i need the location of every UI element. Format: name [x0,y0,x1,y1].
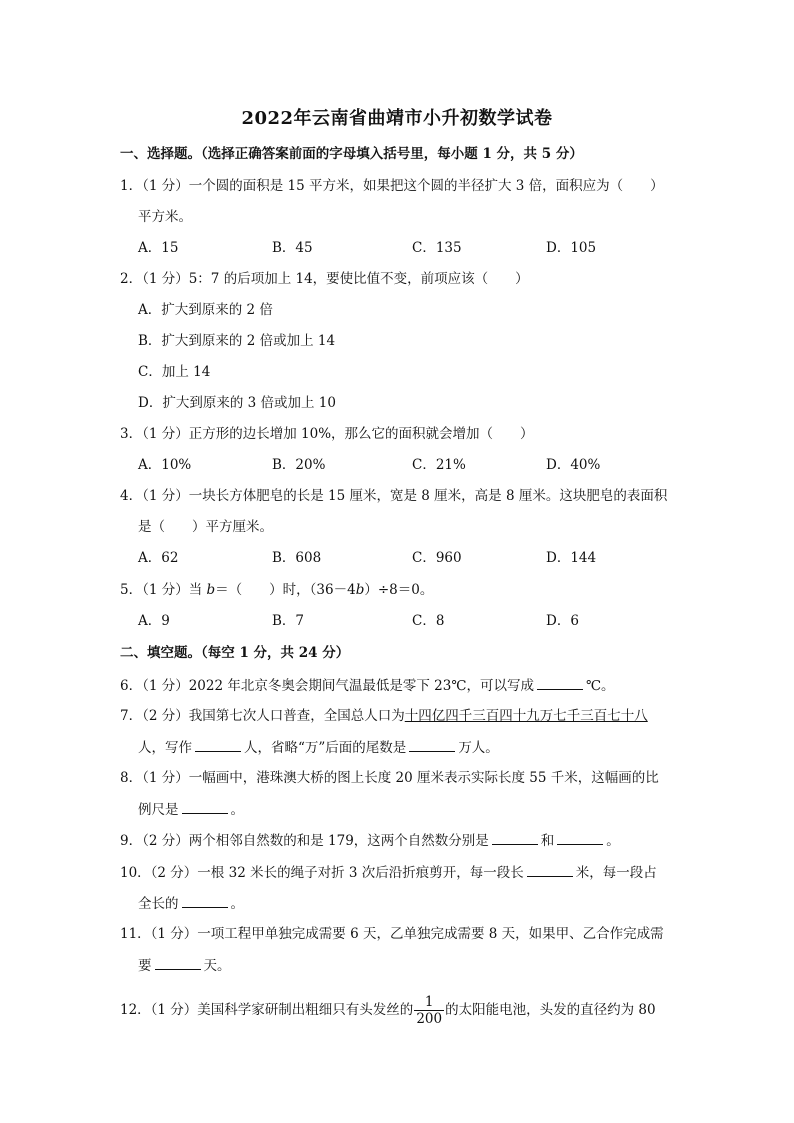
fraction-numerator: 1 [414,994,444,1011]
answer-blank[interactable] [527,862,573,877]
q12-text: 12．（1 分）美国科学家研制出粗细只有头发丝的 [120,1002,414,1018]
q4-option-b: B．608 [272,550,322,566]
question-5 [120,580,433,600]
question-1: 1．（1 分）一个圆的面积是 15 平方米，如果把这个圆的半径扩大 3 倍，面积应为（ ） [120,178,664,194]
q5-option-b: B．7 [272,613,305,629]
page-title: 2022年云南省曲靖市小升初数学试卷 [241,108,553,129]
question-7-cont [138,737,499,758]
q1-option-a: A．15 [138,240,179,256]
answer-blank[interactable] [182,893,228,908]
q9-text: 9．（2 分）两个相邻自然数的和是 179，这两个自然数分别是 [120,833,489,849]
answer-blank[interactable] [537,675,583,690]
question-11-cont [138,955,231,976]
answer-blank[interactable] [155,955,201,970]
q5-text-post: ）÷8＝0。 [364,582,434,598]
question-4-cont: 是（ ）平方厘米。 [138,519,273,535]
q5-option-a: A．9 [138,613,170,629]
q2-option-d: D．扩大到原来的 3 倍或加上 10 [138,395,336,411]
q11-text-a: 要 [138,958,152,974]
q1-option-c: C．135 [412,240,462,256]
q1-option-d: D．105 [546,240,597,256]
q7-text-b: 人，省略“万”后面的尾数是 [244,740,407,756]
q6-text: 6．（1 分）2022 年北京冬奥会期间气温最低是零下 23℃，可以写成 [120,678,534,694]
question-9 [120,830,620,851]
q1-option-b: B．45 [272,240,313,256]
q8-text-a: 例尺是 [138,802,179,818]
answer-blank[interactable] [492,830,538,845]
question-11: 11．（1 分）一项工程甲单独完成需要 6 天，乙单独完成需要 8 天，如果甲、乙合作完成需 [120,926,664,942]
q5-text-mid: ＝（ ）时，（36－4 [215,582,356,598]
question-4: 4．（1 分）一块长方体肥皂的长是 15 厘米，宽是 8 厘米，高是 8 厘米。这块肥皂的表面积 [120,488,668,504]
q7-text-a: 人，写作 [138,740,192,756]
question-10-cont [138,893,244,914]
q11-text-b: 天。 [203,958,231,974]
answer-blank[interactable] [195,737,241,752]
q3-option-b: B．20% [272,457,326,473]
question-2: 2．（1 分）5：7 的后项加上 14，要使比值不变，前项应该（ ） [120,271,529,287]
question-7 [120,706,648,726]
question-12 [120,992,656,1028]
answer-blank[interactable] [557,830,603,845]
q10-text-mid: 米，每一段占 [575,865,657,881]
q2-option-c: C．加上 14 [138,364,211,380]
q5-option-c: C．8 [412,613,445,629]
q2-option-b: B．扩大到原来的 2 倍或加上 14 [138,333,336,349]
q5-variable: b [206,582,216,598]
q7-underlined-number: 十四亿四千三百四十九万七千三百七十八 [404,708,648,724]
q9-text-post: 。 [606,833,620,849]
q12-text-post: 的太阳能电池，头发的直径约为 80 [445,1002,656,1018]
q7-text-c: 万人。 [458,740,499,756]
q3-option-a: A．10% [138,457,192,473]
answer-blank[interactable] [182,799,228,814]
q10-text-b: 。 [230,896,244,912]
q10-text: 10．（2 分）一根 32 米长的绳子对折 3 次后沿折痕剪开，每一段长 [120,865,524,881]
question-8-cont [138,799,244,820]
q6-text-post: ℃。 [585,678,615,694]
q5-text-pre: 5．（1 分）当 [120,582,207,598]
q8-text-b: 。 [230,802,244,818]
section-1-heading: 一、选择题。（选择正确答案前面的字母填入括号里，每小题 1 分，共 5 分） [120,146,583,162]
q10-text-a: 全长的 [138,896,179,912]
q5-option-d: D．6 [546,613,579,629]
q5-variable-2: b [355,582,365,598]
q4-option-d: D．144 [546,550,597,566]
q4-option-c: C．960 [412,550,462,566]
q2-option-a: A．扩大到原来的 2 倍 [138,302,273,318]
answer-blank[interactable] [409,737,455,752]
question-10 [120,862,657,883]
question-8: 8．（1 分）一幅画中，港珠澳大桥的图上长度 20 厘米表示实际长度 55 千米，这幅画的比 [120,770,659,786]
q3-option-c: C．21% [412,457,466,473]
question-6 [120,675,615,696]
fraction-denominator: 200 [416,1011,443,1027]
fraction [414,994,444,1027]
question-1-cont: 平方米。 [138,209,192,225]
section-2-heading: 二、填空题。（每空 1 分，共 24 分） [120,645,350,661]
q7-text: 7．（2 分）我国第七次人口普查，全国总人口为 [120,708,405,724]
q3-option-d: D．40% [546,457,601,473]
q4-option-a: A．62 [138,550,179,566]
question-3: 3．（1 分）正方形的边长增加 10%，那么它的面积就会增加（ ） [120,426,534,442]
q9-text-mid: 和 [540,833,555,849]
